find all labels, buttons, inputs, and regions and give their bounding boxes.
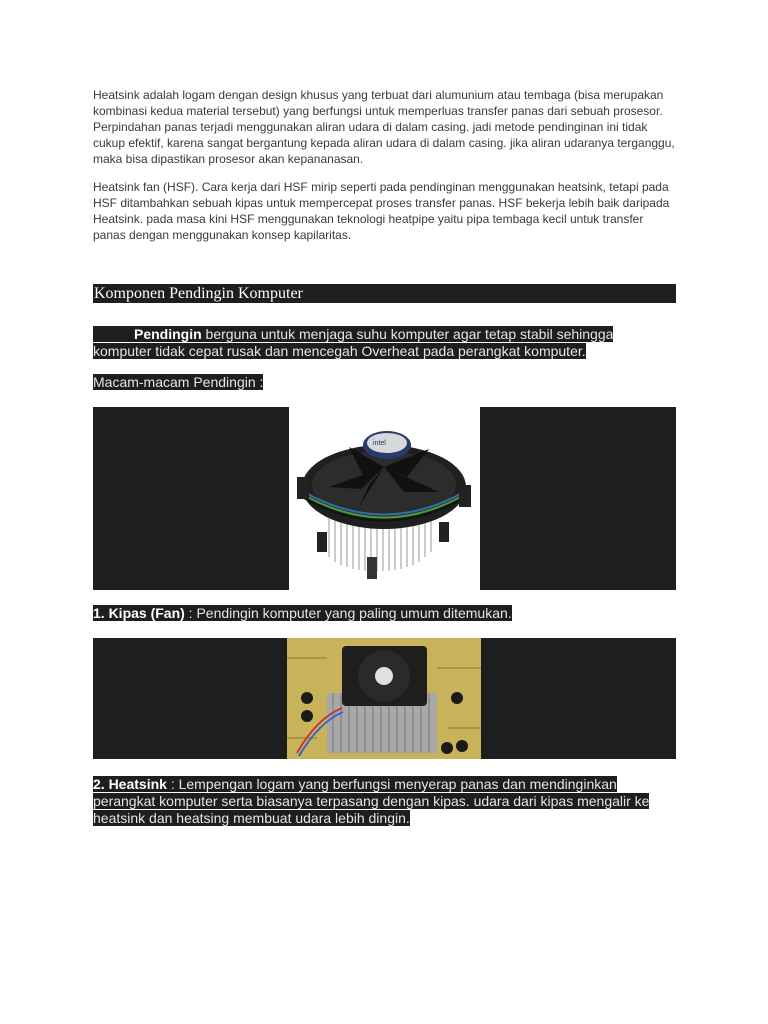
heatsink-photo (287, 638, 481, 759)
cpu-fan-photo (289, 407, 480, 590)
item-fan-desc: : Pendingin komputer yang paling umum ditemukan. (184, 605, 512, 621)
paragraph-hsf: Heatsink fan (HSF). Cara kerja dari HSF mirip seperti pada pendinginan menggunakan heatsink, tetapi pada HSF ditambahkan sebuah kipas untuk mempercepat proses transfer panas. HSF bekerja lebih baik daripada Heatsink. pada masa kini HSF menggunakan teknologi heatpipe yaitu pipa tembaga kecil untuk transfer panas dengan menggunakan konsep kapilaritas. (93, 180, 670, 242)
intro-text: berguna untuk menjaga suhu komputer agar tetap stabil sehingga komputer tidak cepat rusak dan mencegah Overheat pada perangkat komputer. (93, 326, 614, 359)
section-title: Komponen Pendingin Komputer (93, 284, 676, 303)
heatsink-image-band (93, 638, 676, 759)
intro-bold-term: Pendingin (134, 326, 202, 342)
paragraph-heatsink: Heatsink adalah logam dengan design khusus yang terbuat dari alumunium atau tembaga (bisa merupakan kombinasi kedua material tersebut) yang berfungsi untuk memperluas transfer panas dari sebuah prosesor. Perpindahan panas terjadi menggunakan aliran udara di dalam casing. jadi metode pendinginan ini tidak cukup efektif, karena sangat bergantung kepada aliran udara di dalam casing. jika aliran udaranya terganggu, maka bisa dipastikan prosesor akan kepananasan. (93, 88, 675, 166)
intro-paragraph (93, 326, 653, 360)
item-fan-caption (93, 605, 653, 622)
heatsink-illustration (287, 638, 481, 759)
item-heatsink-caption (93, 776, 668, 827)
item-heatsink-label: 2. Heatsink (93, 776, 167, 792)
cpu-fan-illustration (289, 407, 480, 590)
list-heading: Macam-macam Pendingin : (93, 374, 264, 390)
item-fan-label: 1. Kipas (Fan) (93, 605, 185, 621)
item-heatsink-desc: : Lempengan logam yang berfungsi menyerap panas dan mendinginkan perangkat komputer serta biasanya terpasang dengan kipas. udara dari kipas mengalir ke heatsink dan heatsing membuat udara lebih dingin. (93, 776, 650, 826)
svg-text:intel: intel (373, 440, 386, 447)
fan-image-band (93, 407, 676, 590)
